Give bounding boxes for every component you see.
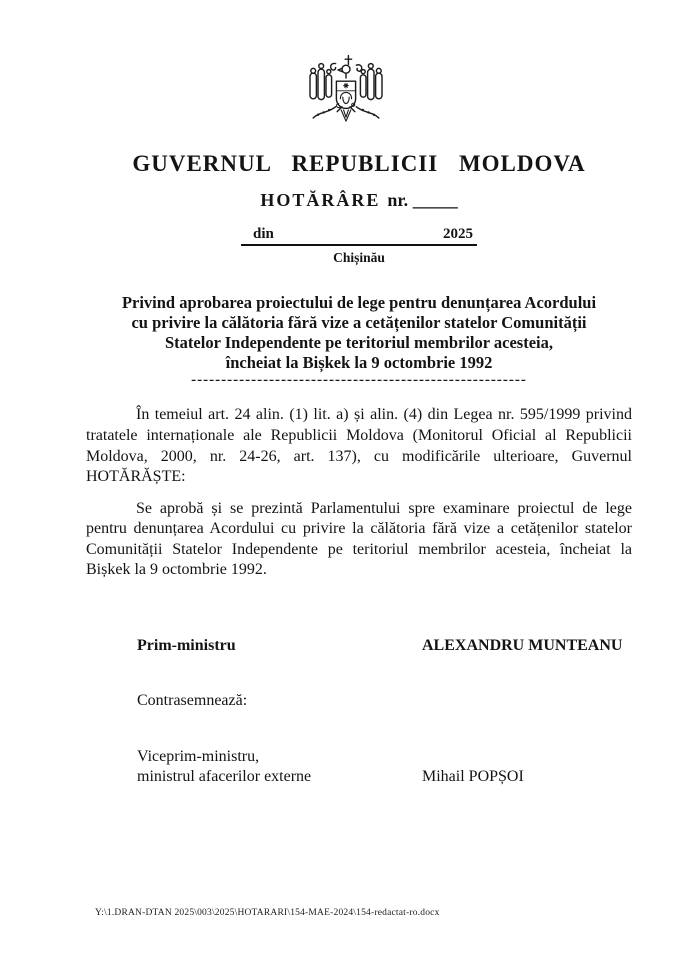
paragraph-line: Comunității Statelor Independente pe teritoriul membrilor acesteia, încheiat la [86,540,632,558]
paragraph-line: Bișkek la 9 octombrie 1992. [86,561,267,579]
vice-pm-title-line2: ministrul afacerilor externe [137,767,312,785]
paragraph-line: Se aprobă și se prezintă Parlamentului spre examinare proiectul de lege [136,499,632,517]
decision-type-label: HOTĂRÂRE [260,190,381,211]
subject-title-line: încheiat la Bișkek la 9 octombrie 1992 [225,353,493,373]
paragraph-line: În temeiul art. 24 alin. (1) lit. a) și alin. (4) din Legea nr. 595/1999 privind [136,406,632,424]
date-prefix-label: din [253,226,274,243]
paragraph-line: HOTĂRĂȘTE: [86,468,186,486]
subject-title-line: Statelor Independente pe teritoriul membrilor acesteia, [165,333,553,353]
vice-pm-title-label [137,747,422,787]
pm-title-label: Prim-ministru [137,637,236,655]
footer-file-path: Y:\1.DRAN-DTAN 2025\003\2025\HOTARARI\154-MAE-2024\154-redactat-ro.docx [95,908,440,918]
document-content [0,54,678,787]
subject-title-line: cu privire la călătoria fără vize a cetățenilor statelor Comunității [131,313,587,333]
dashed-separator: -------------------------------------------------------- [191,372,527,389]
decision-heading [86,190,632,211]
vice-pm-signature-row [137,747,632,787]
preamble-paragraph [86,405,632,487]
subject-title [86,293,632,373]
year-label: 2025 [443,226,473,243]
moldova-coat-of-arms-icon [302,54,390,139]
countersign-label: Contrasemnează: [137,692,248,710]
vice-pm-title-line1: Viceprim-ministru, [137,747,260,765]
decision-number-blank: _____ [412,190,458,211]
decision-number-label: nr. [387,190,409,211]
subject-title-line: Privind aprobarea proiectului de lege pentru denunțarea Acordului [121,293,597,313]
pm-signature-row [137,637,632,655]
paragraph-line: pentru denunțarea Acordului cu privire la călătoria fără vize a cetățenilor statelor [86,520,632,538]
date-line [241,225,477,246]
institution-title: GUVERNUL REPUBLICII MOLDOVA [132,151,586,176]
operative-paragraph [86,499,632,581]
paragraph-line: Moldova, 2000, nr. 24-26, art. 137), cu modificările ulterioare, Guvernul [86,447,632,465]
paragraph-line: tratatele internaționale ale Republicii Moldova (Monitorul Oficial al Republicii [86,426,632,444]
city-label: Chișinău [333,250,385,266]
vice-pm-name: Mihail POPȘOI [422,767,524,785]
pm-name: ALEXANDRU MUNTEANU [422,637,623,655]
